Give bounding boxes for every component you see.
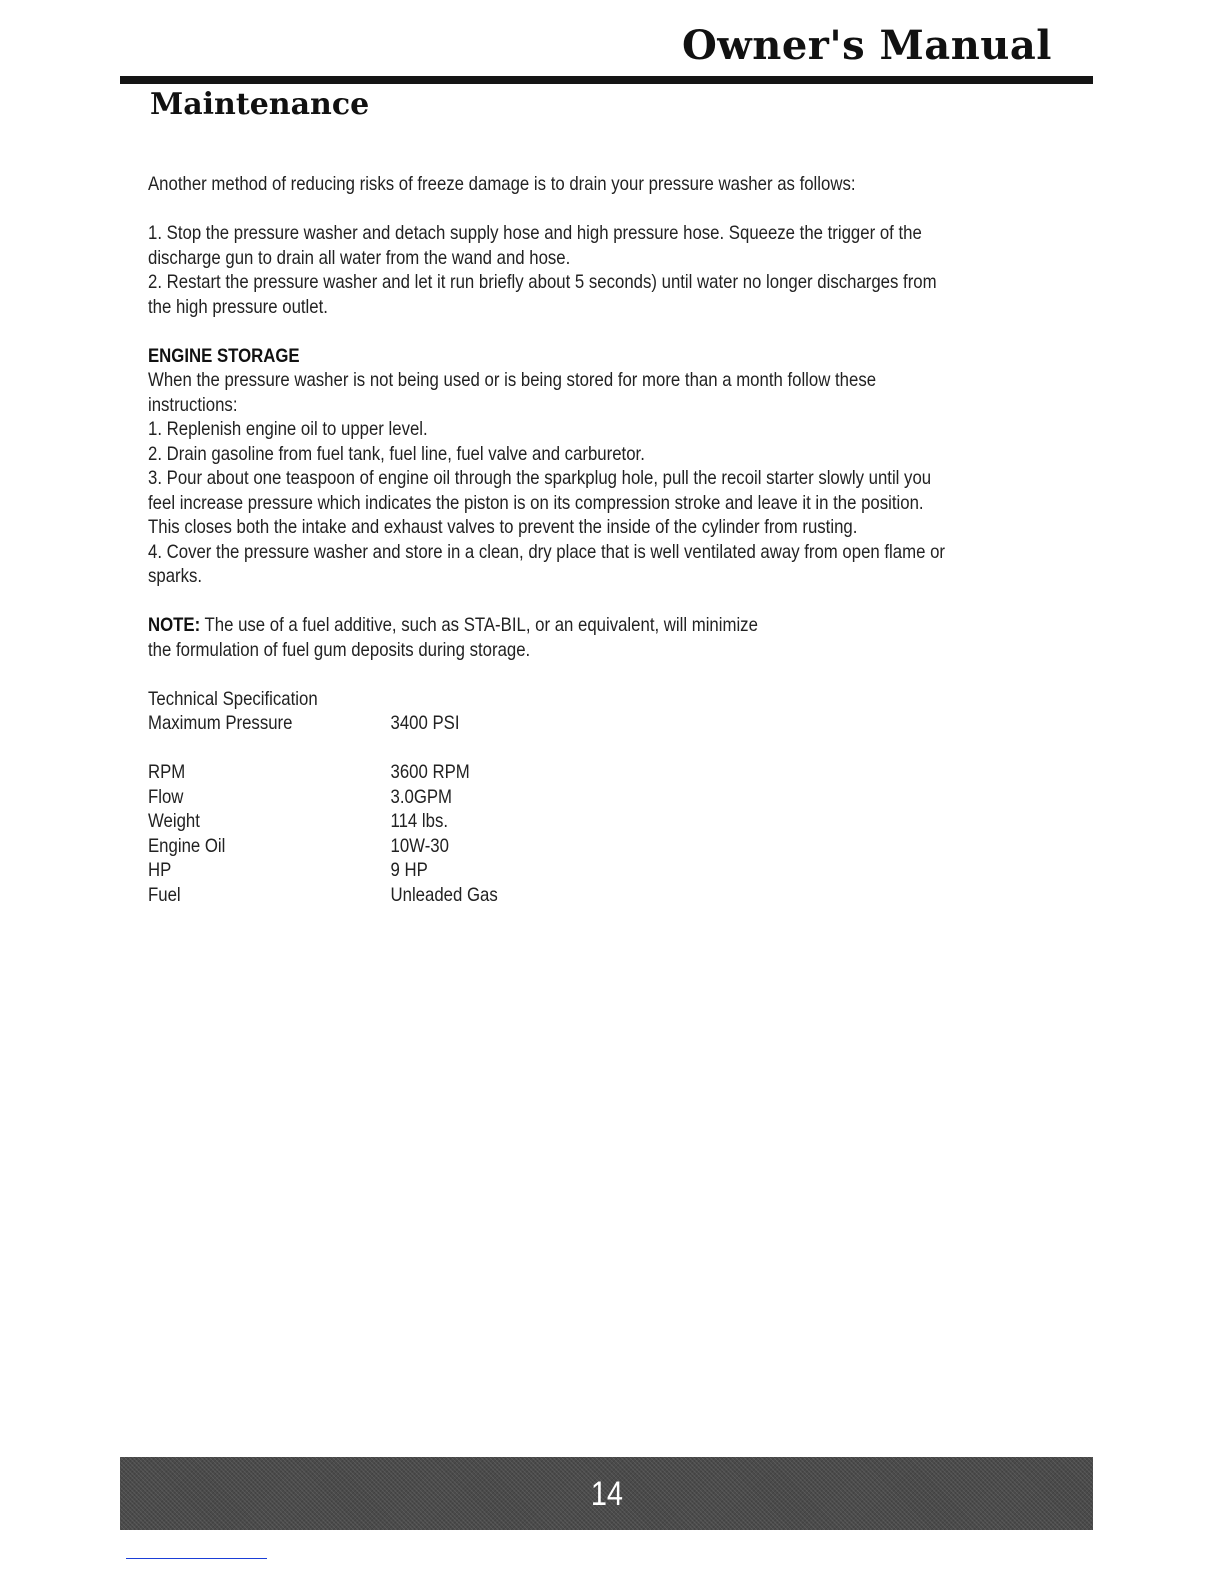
spec-label: Weight <box>148 810 200 832</box>
engine-storage-line: When the pressure washer is not being used or is being stored for more than a month follow these <box>148 369 877 391</box>
spec-row <box>148 809 1085 834</box>
header-rule <box>120 76 1093 84</box>
page-number: 14 <box>590 1474 623 1513</box>
spec-label: RPM <box>148 761 186 783</box>
spec-row <box>148 760 1085 785</box>
page-content <box>148 172 1085 907</box>
footnote-rule <box>126 1558 267 1559</box>
spec-row <box>148 785 1085 810</box>
spec-value: 9 HP <box>390 859 428 881</box>
spec-row <box>148 711 1085 736</box>
spec-label: Flow <box>148 785 184 808</box>
engine-storage-line: instructions: <box>148 393 238 416</box>
spec-label: Engine Oil <box>148 834 226 857</box>
spec-value: 3.0GPM <box>390 785 453 808</box>
note-text: The use of a fuel additive, such as STA-BIL, or an equivalent, will minimize <box>200 614 758 636</box>
engine-storage-line: 4. Cover the pressure washer and store in a clean, dry place that is well ventilated away from open flame or <box>148 540 945 563</box>
drain-step-line: 2. Restart the pressure washer and let it run briefly about 5 seconds) until water no longer discharges from <box>148 271 937 293</box>
note-label: NOTE: <box>148 614 201 636</box>
spec-value: Unleaded Gas <box>390 883 498 906</box>
drain-step-line: discharge gun to drain all water from the wand and hose. <box>148 246 571 269</box>
drain-step-line: 1. Stop the pressure washer and detach supply hose and high pressure hose. Squeeze the trigger of the <box>148 222 922 244</box>
spec-label: Fuel <box>148 883 181 906</box>
spec-label: HP <box>148 859 172 881</box>
engine-storage-line: sparks. <box>148 565 203 587</box>
spec-value: 114 lbs. <box>390 810 449 832</box>
spec-label: Maximum Pressure <box>148 712 293 734</box>
engine-storage-line: 1. Replenish engine oil to upper level. <box>148 418 428 440</box>
intro-paragraph: Another method of reducing risks of freeze damage is to drain your pressure washer as follows: <box>148 173 856 195</box>
spec-row <box>148 858 1085 883</box>
footer-bar <box>120 1457 1093 1530</box>
note-paragraph <box>148 613 1085 638</box>
spec-row <box>148 834 1085 859</box>
spec-heading: Technical Specification <box>148 687 318 710</box>
engine-storage-line: This closes both the intake and exhaust valves to prevent the inside of the cylinder from rusting. <box>148 516 858 538</box>
engine-storage-line: feel increase pressure which indicates the piston is on its compression stroke and leave it in the position. <box>148 491 924 514</box>
section-title: Maintenance <box>150 87 370 122</box>
engine-storage-line: 2. Drain gasoline from fuel tank, fuel line, fuel valve and carburetor. <box>148 442 645 465</box>
spec-value: 3400 PSI <box>390 712 460 734</box>
note-text-line2: the formulation of fuel gum deposits during storage. <box>148 638 531 661</box>
engine-storage-heading: ENGINE STORAGE <box>148 344 300 367</box>
drain-step-line: the high pressure outlet. <box>148 295 328 318</box>
spec-value: 3600 RPM <box>390 761 470 783</box>
spec-row <box>148 883 1085 908</box>
spec-value: 10W-30 <box>390 834 449 857</box>
engine-storage-line: 3. Pour about one teaspoon of engine oil through the sparkplug hole, pull the recoil starter slowly until you <box>148 467 932 489</box>
manual-title: Owner's Manual <box>681 22 1052 69</box>
